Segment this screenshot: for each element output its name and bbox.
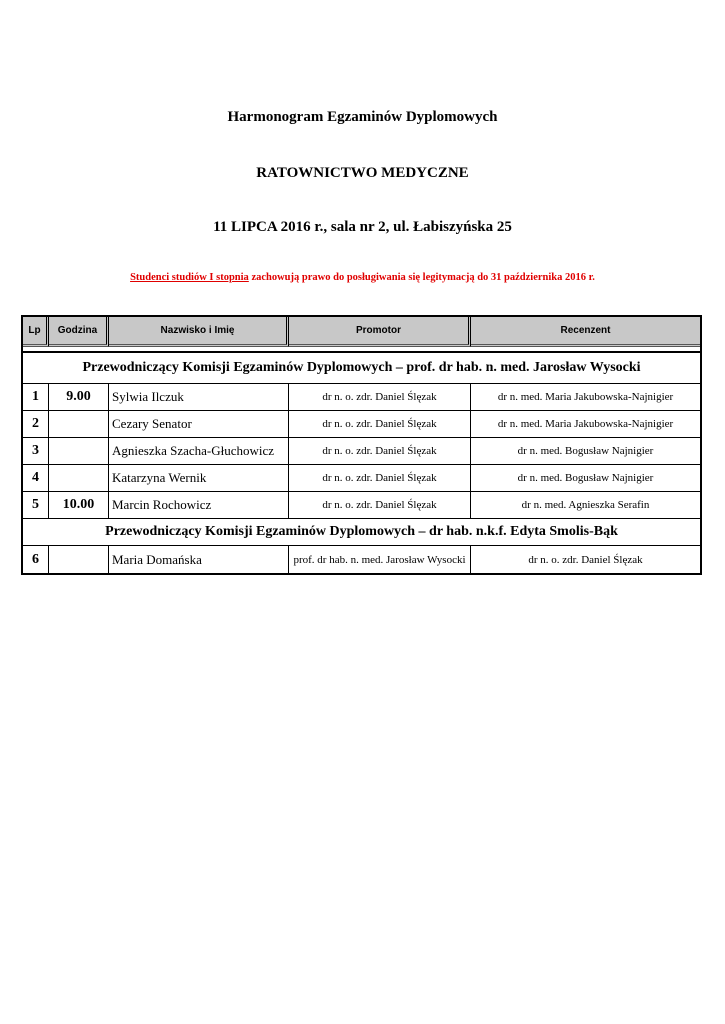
row-promotor: dr n. o. zdr. Daniel Ślęzak xyxy=(289,465,471,492)
row-reviewer: dr n. med. Maria Jakubowska-Najnigier xyxy=(471,384,700,411)
id-card-notice xyxy=(0,272,725,283)
column-header-promotor: Promotor xyxy=(289,317,471,347)
date-and-place: 11 LIPCA 2016 r., sala nr 2, ul. Łabiszyńska 25 xyxy=(213,219,512,235)
row-promotor: dr n. o. zdr. Daniel Ślęzak xyxy=(289,492,471,519)
row-student-name: Cezary Senator xyxy=(109,411,289,438)
row-hour: 9.00 xyxy=(49,384,109,411)
row-promotor: prof. dr hab. n. med. Jarosław Wysocki xyxy=(289,546,471,575)
row-reviewer: dr n. o. zdr. Daniel Ślęzak xyxy=(471,546,700,575)
row-lp: 4 xyxy=(23,465,49,492)
row-reviewer: dr n. med. Agnieszka Serafin xyxy=(471,492,700,519)
document-title: Harmonogram Egzaminów Dyplomowych xyxy=(227,109,498,125)
column-header-hour: Godzina xyxy=(49,317,109,347)
committee-chair: Przewodniczący Komisji Egzaminów Dyplomowych – dr hab. n.k.f. Edyta Smolis-Bąk xyxy=(23,519,700,546)
committee-chair-row xyxy=(23,519,700,546)
row-student-name: Katarzyna Wernik xyxy=(109,465,289,492)
row-hour xyxy=(49,411,109,438)
row-student-name: Maria Domańska xyxy=(109,546,289,575)
column-header-reviewer: Recenzent xyxy=(471,317,700,347)
column-header-lp: Lp xyxy=(23,317,49,347)
row-reviewer: dr n. med. Bogusław Najnigier xyxy=(471,438,700,465)
row-hour xyxy=(49,465,109,492)
committee-chair: Przewodniczący Komisji Egzaminów Dyplomowych – prof. dr hab. n. med. Jarosław Wysocki xyxy=(23,353,700,384)
row-student-name: Agnieszka Szacha-Głuchowicz xyxy=(109,438,289,465)
table-row xyxy=(23,546,700,575)
row-reviewer: dr n. med. Maria Jakubowska-Najnigier xyxy=(471,411,700,438)
table-row xyxy=(23,411,700,438)
notice-subject: Studenci studiów I stopnia xyxy=(130,272,249,283)
row-hour xyxy=(49,438,109,465)
row-promotor: dr n. o. zdr. Daniel Ślęzak xyxy=(289,438,471,465)
committee-chair-row xyxy=(23,353,700,384)
table-header-row xyxy=(23,317,700,347)
row-promotor: dr n. o. zdr. Daniel Ślęzak xyxy=(289,411,471,438)
row-promotor: dr n. o. zdr. Daniel Ślęzak xyxy=(289,384,471,411)
row-student-name: Marcin Rochowicz xyxy=(109,492,289,519)
program-name: RATOWNICTWO MEDYCZNE xyxy=(256,165,469,181)
row-lp: 5 xyxy=(23,492,49,519)
table-row xyxy=(23,492,700,519)
table-row xyxy=(23,438,700,465)
exam-schedule-table xyxy=(21,315,702,575)
row-reviewer: dr n. med. Bogusław Najnigier xyxy=(471,465,700,492)
row-student-name: Sylwia Ilczuk xyxy=(109,384,289,411)
column-header-name: Nazwisko i Imię xyxy=(109,317,289,347)
row-lp: 1 xyxy=(23,384,49,411)
table-row xyxy=(23,384,700,411)
row-lp: 6 xyxy=(23,546,49,575)
row-hour xyxy=(49,546,109,575)
row-hour: 10.00 xyxy=(49,492,109,519)
row-lp: 2 xyxy=(23,411,49,438)
row-lp: 3 xyxy=(23,438,49,465)
notice-text: zachowują prawo do posługiwania się legitymacją do 31 października 2016 r. xyxy=(248,272,595,283)
table-row xyxy=(23,465,700,492)
